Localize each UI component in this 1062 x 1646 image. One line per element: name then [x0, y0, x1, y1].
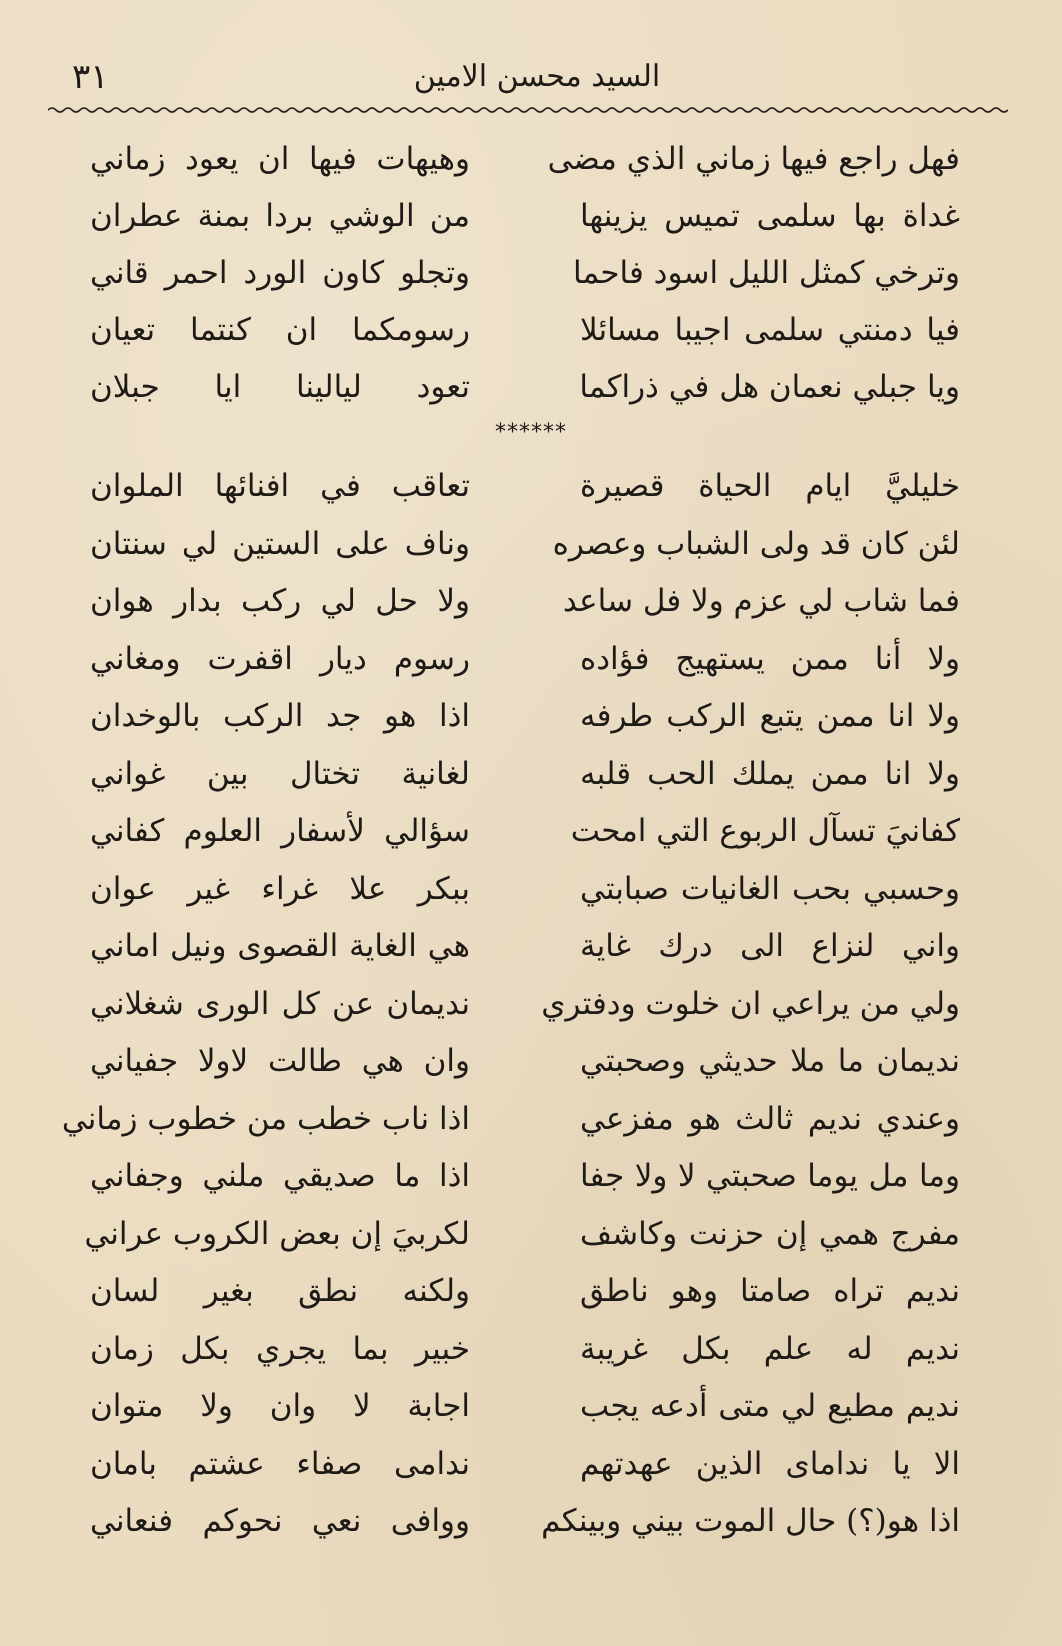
second-hemistich: رسوم ديار اقفرت ومغاني	[90, 640, 470, 677]
poem-stanza-1	[90, 134, 960, 419]
running-title: السيد محسن الامين	[413, 59, 661, 94]
second-hemistich: هي الغاية القصوى ونيل اماني	[90, 928, 470, 964]
first-hemistich: اذا هو(؟) حال الموت بيني وبينكم	[541, 1503, 960, 1539]
page-number: ٣١	[72, 57, 109, 97]
verse-line	[90, 134, 960, 191]
first-hemistich: خليليَّ ايام الحياة قصيرة	[580, 468, 960, 504]
first-hemistich: ولا أنا ممن يستهيج فؤاده	[580, 640, 960, 677]
first-hemistich: وما مل يوما صحبتي لا ولا جفا	[580, 1158, 960, 1194]
second-hemistich: وتجلو كاون الورد احمر قاني	[90, 255, 470, 291]
verse-line	[61, 1094, 960, 1152]
first-hemistich: الا يا ندامای الذين عهدتهم	[580, 1445, 960, 1482]
verse-line	[90, 461, 960, 519]
first-hemistich: وعندي نديم ثالث هو مفزعي	[580, 1100, 960, 1137]
verse-line	[90, 362, 960, 419]
verse-line	[84, 1209, 960, 1267]
verse-line	[90, 921, 960, 979]
first-hemistich: نديم تراه صامتا وهو ناطق	[580, 1273, 960, 1309]
second-hemistich: ولكنه نطق بغير لسان	[90, 1273, 470, 1309]
second-hemistich: اذا هو جد الركب بالوخدان	[90, 698, 470, 734]
first-hemistich: غداة بها سلمى تميس يزينها	[580, 198, 960, 234]
second-hemistich: اجابة لا وان ولا متوان	[90, 1388, 470, 1424]
second-hemistich: نديمان عن كل الورى شغلاني	[90, 985, 470, 1022]
verse-line	[90, 1439, 960, 1497]
second-hemistich: خبير بما يجري بكل زمان	[90, 1330, 470, 1367]
second-hemistich: ووافى نعي نحوكم فنعاني	[90, 1503, 470, 1539]
first-hemistich: نديم له علم بكل غريبة	[580, 1330, 960, 1367]
verse-line	[90, 191, 960, 248]
verse-line	[90, 806, 960, 864]
second-hemistich: ولا حل لي ركب بدار هوان	[90, 583, 470, 619]
verse-line	[90, 1381, 960, 1439]
second-hemistich: وان هي طالت لاولا جفياني	[90, 1043, 470, 1079]
verse-line	[90, 576, 960, 634]
first-hemistich: فما شاب لي عزم ولا فل ساعد	[562, 583, 960, 619]
verse-line	[90, 1324, 960, 1382]
first-hemistich: نديمان ما ملا حديثي وصحبتي	[580, 1043, 960, 1079]
verse-line	[90, 519, 960, 577]
first-hemistich: فهل راجع فيها زماني الذي مضى	[547, 141, 960, 177]
verse-line	[90, 305, 960, 362]
first-hemistich: ولي من يراعي ان خلوت ودفتري	[541, 985, 960, 1022]
verse-line	[90, 864, 960, 922]
second-hemistich: لكربيَ إن بعض الكروب عراني	[84, 1215, 470, 1252]
second-hemistich: اذا ما صديقي ملني وجفاني	[90, 1158, 470, 1194]
second-hemistich: ندامى صفاء عشتم بامان	[90, 1445, 470, 1482]
second-hemistich: اذا ناب خطب من خطوب زماني	[61, 1100, 470, 1137]
verse-line	[90, 1266, 960, 1324]
verse-line	[90, 634, 960, 692]
poem-stanza-2	[61, 461, 960, 1554]
first-hemistich: كفانيَ تسآل الربوع التي امحت	[570, 813, 960, 849]
verse-line	[90, 749, 960, 807]
stanza-separator: ******	[495, 420, 567, 445]
verse-line	[90, 248, 960, 305]
first-hemistich: ويا جبلي نعمان هل في ذراكما	[579, 369, 960, 405]
first-hemistich: وحسبي بحب الغانيات صبابتي	[580, 870, 960, 907]
header-wavy-rule	[48, 104, 1008, 114]
second-hemistich: رسومكما ان كنتما تعيان	[90, 312, 470, 348]
first-hemistich: مفرج همي إن حزنت وكاشف	[580, 1215, 960, 1252]
second-hemistich: سؤالي لأسفار العلوم كفاني	[90, 813, 470, 849]
verse-line	[90, 1036, 960, 1094]
second-hemistich: وناف على الستين لي سنتان	[90, 525, 470, 562]
first-hemistich: لئن كان قد ولى الشباب وعصره	[552, 525, 960, 562]
verse-line	[90, 1151, 960, 1209]
second-hemistich: لغانية تختال بين غواني	[90, 755, 470, 792]
second-hemistich: وهيهات فيها ان يعود زماني	[90, 141, 470, 177]
second-hemistich: تعود ليالينا ايا جبلان	[90, 369, 470, 405]
verse-line	[90, 1496, 960, 1554]
verse-line	[90, 979, 960, 1037]
page-header	[62, 52, 1012, 102]
first-hemistich: نديم مطيع لي متى أدعه يجب	[580, 1388, 960, 1424]
verse-line	[90, 691, 960, 749]
first-hemistich: ولا انا ممن يملك الحب قلبه	[580, 755, 960, 792]
first-hemistich: فيا دمنتي سلمى اجيبا مسائلا	[580, 312, 960, 348]
second-hemistich: من الوشي بردا بمنة عطران	[90, 198, 470, 234]
second-hemistich: تعاقب في افنائها الملوان	[90, 468, 470, 504]
first-hemistich: واني لنزاع الى درك غاية	[580, 928, 960, 964]
first-hemistich: ولا انا ممن يتبع الركب طرفه	[580, 698, 960, 734]
second-hemistich: ببكر علا غراء غير عوان	[90, 870, 470, 907]
first-hemistich: وترخي كمثل الليل اسود فاحما	[573, 255, 960, 291]
